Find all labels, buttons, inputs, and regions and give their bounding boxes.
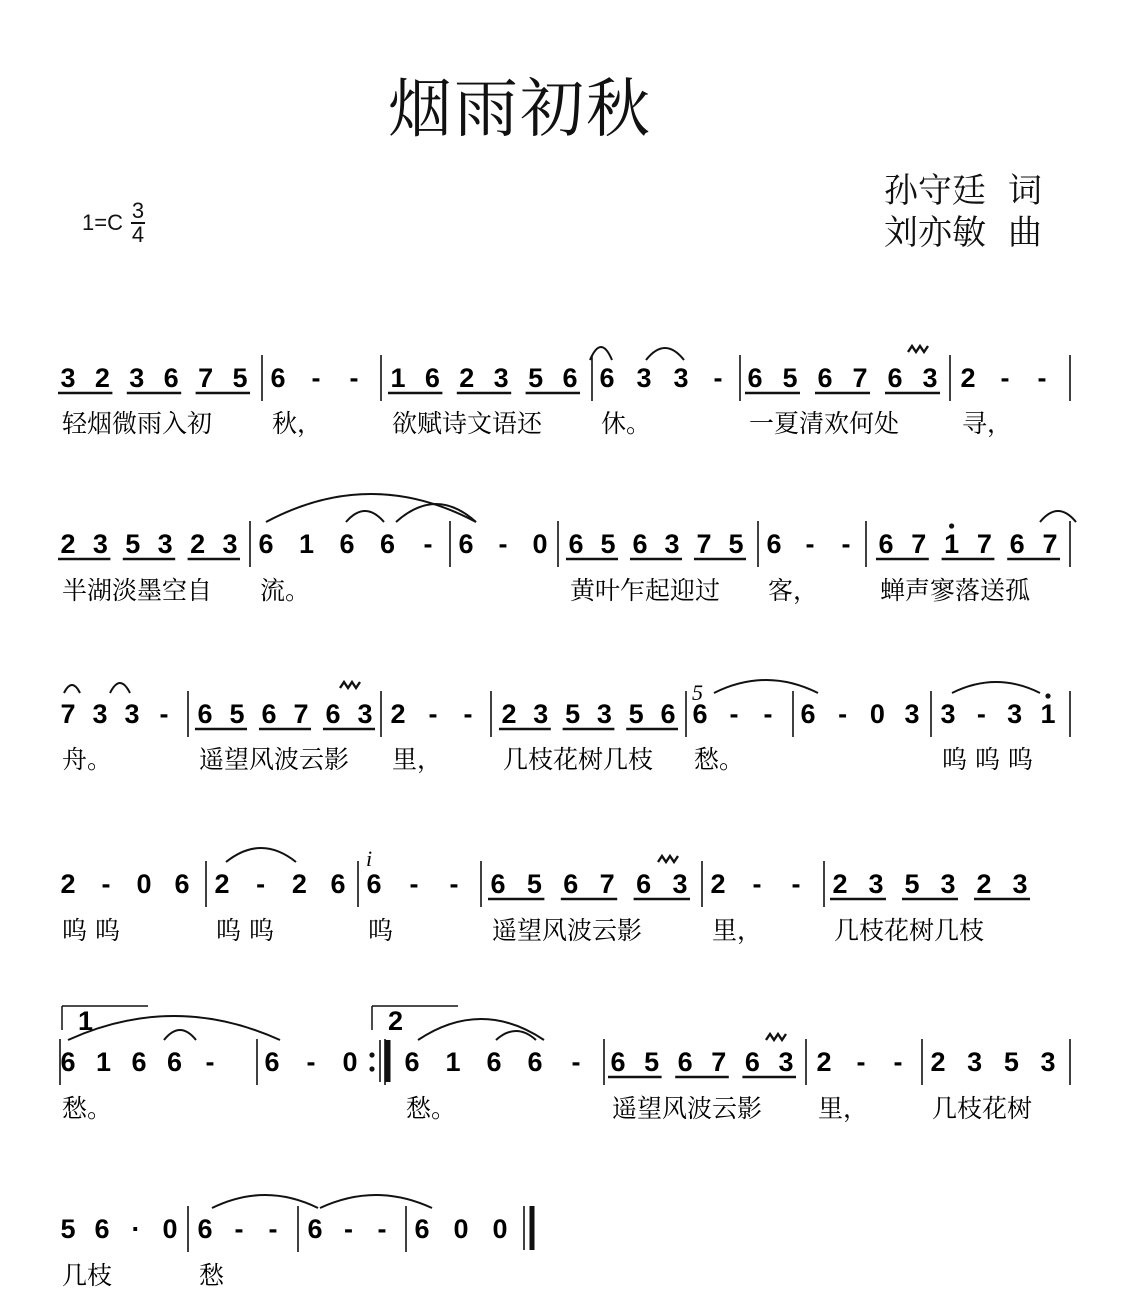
lyric-text: 几枝花树几枝 xyxy=(834,916,985,945)
note: 3 xyxy=(904,699,920,729)
note: 3 xyxy=(596,699,612,729)
lyric-text: 几枝 xyxy=(62,1261,113,1290)
note: - xyxy=(449,869,459,899)
mordent-mark xyxy=(340,682,360,688)
note: 2 xyxy=(960,363,976,393)
note: - xyxy=(729,699,739,729)
note: 5 xyxy=(526,869,542,899)
note: 6 xyxy=(490,869,506,899)
note: - xyxy=(713,363,723,393)
note: 0 xyxy=(162,1214,178,1244)
note: 5 xyxy=(904,869,920,899)
slur xyxy=(590,347,612,360)
note: - xyxy=(763,699,773,729)
lyricist-role: 词 xyxy=(1008,171,1042,211)
note: 6 xyxy=(330,869,346,899)
note: 6 xyxy=(486,1047,502,1077)
note: 6 xyxy=(599,363,615,393)
slur xyxy=(346,511,384,522)
note: 6 xyxy=(766,529,782,559)
note: 2 xyxy=(390,699,406,729)
note: 3 xyxy=(222,529,238,559)
note: 2 xyxy=(710,869,726,899)
lyric-text: 遥望风波云影 xyxy=(492,916,643,945)
note: 3 xyxy=(129,363,145,393)
note: 6 xyxy=(747,363,763,393)
note: 7 xyxy=(293,699,309,729)
slur xyxy=(110,683,130,693)
note: 5 xyxy=(232,363,248,393)
lyric-text: 寻， xyxy=(962,409,1013,438)
note: 6 xyxy=(563,869,579,899)
note: 6 xyxy=(366,869,382,899)
lyric-text: 遥望风波云影 xyxy=(199,745,350,774)
lyric-text: 几枝花树 xyxy=(932,1094,1033,1123)
note: 6 xyxy=(339,529,355,559)
lyric-text: 轻烟微雨入初 xyxy=(62,409,213,438)
lyric-text: 呜 呜 xyxy=(216,916,274,945)
note: 3 xyxy=(673,363,689,393)
mordent-mark xyxy=(658,856,678,862)
lyric-text: 秋， xyxy=(272,409,323,438)
note: 5 xyxy=(728,529,744,559)
note: 6 xyxy=(404,1047,420,1077)
lyric-text: 里， xyxy=(392,745,443,774)
note: 5 xyxy=(565,699,581,729)
note: 2 xyxy=(976,869,992,899)
note: 5 xyxy=(229,699,245,729)
note: 1 xyxy=(944,529,960,559)
note: - xyxy=(1000,363,1010,393)
note: 3 xyxy=(672,869,688,899)
time-signature-top: 3 xyxy=(131,198,145,223)
note: 6 xyxy=(887,363,903,393)
note: 3 xyxy=(922,363,938,393)
note: 7 xyxy=(911,529,927,559)
note: 6 xyxy=(610,1047,626,1077)
note: 7 xyxy=(599,869,615,899)
note: 2 xyxy=(60,529,76,559)
note: 2 xyxy=(94,363,110,393)
note: 2 xyxy=(459,363,475,393)
note: 2 xyxy=(60,869,76,899)
note: 6 xyxy=(258,529,274,559)
note: - xyxy=(791,869,801,899)
note: 0 xyxy=(532,529,548,559)
note: 7 xyxy=(711,1047,727,1077)
note: 2 xyxy=(291,869,307,899)
note: 6 xyxy=(692,699,708,729)
note: - xyxy=(159,699,169,729)
note: 3 xyxy=(124,699,140,729)
note: 6 xyxy=(1009,529,1025,559)
note: 3 xyxy=(533,699,549,729)
repeat-dot xyxy=(369,1066,374,1071)
note: 6 xyxy=(458,529,474,559)
slur xyxy=(212,1195,318,1208)
note: - xyxy=(306,1047,316,1077)
note: 6 xyxy=(660,699,676,729)
note: 3 xyxy=(940,869,956,899)
note: 1 xyxy=(445,1047,461,1077)
composer-role: 曲 xyxy=(1008,213,1042,253)
note: 3 xyxy=(60,363,76,393)
note: 6 xyxy=(744,1047,760,1077)
note: 1 xyxy=(1040,699,1056,729)
note: 5 xyxy=(1003,1047,1019,1077)
note: 0 xyxy=(492,1214,508,1244)
lyricist-name: 孙守廷 xyxy=(884,171,986,211)
note: 6 xyxy=(307,1214,323,1244)
note: 7 xyxy=(696,529,712,559)
note: 6 xyxy=(197,699,213,729)
volta-1-number: 1 xyxy=(78,1006,94,1036)
note: 3 xyxy=(778,1047,794,1077)
note: 3 xyxy=(1007,699,1023,729)
slur xyxy=(396,504,476,522)
lyric-text: 愁 xyxy=(199,1261,225,1290)
note: - xyxy=(377,1214,387,1244)
lyric-text: 呜 呜 呜 xyxy=(942,745,1033,774)
note: 3 xyxy=(664,529,680,559)
note: 6 xyxy=(60,1047,76,1077)
lyric-text: 愁。 xyxy=(406,1094,457,1123)
note: 6 xyxy=(197,1214,213,1244)
lyric-text: 呜 呜 xyxy=(62,916,120,945)
note: 3 xyxy=(493,363,509,393)
lyric-text: 休。 xyxy=(601,409,652,438)
slur xyxy=(418,1019,544,1040)
note: 3 xyxy=(157,529,173,559)
note: 1 xyxy=(390,363,406,393)
note: 3 xyxy=(357,699,373,729)
lyric-text: 舟。 xyxy=(62,745,113,774)
note: - xyxy=(1037,363,1047,393)
note: - xyxy=(256,869,266,899)
note: - xyxy=(205,1047,215,1077)
note: 3 xyxy=(967,1047,983,1077)
note: 3 xyxy=(636,363,652,393)
note: 7 xyxy=(976,529,992,559)
lyric-text: 欲赋诗文语还 xyxy=(392,409,543,438)
grace-note: i xyxy=(366,846,373,871)
note: - xyxy=(344,1214,353,1244)
lyric-text: 里， xyxy=(818,1094,869,1123)
note: 5 xyxy=(600,529,616,559)
lyric-text: 黄叶乍起迎过 xyxy=(570,576,721,605)
note: 5 xyxy=(644,1047,660,1077)
lyric-text: 半湖淡墨空自 xyxy=(62,576,213,605)
repeat-dot xyxy=(369,1052,374,1057)
note: 2 xyxy=(190,529,206,559)
note: 0 xyxy=(869,699,885,729)
note: - xyxy=(498,529,508,559)
lyric-text: 愁。 xyxy=(694,745,745,774)
grace-note: 5 xyxy=(692,680,703,705)
note: 3 xyxy=(92,529,108,559)
note: · xyxy=(131,1214,141,1244)
note: - xyxy=(571,1047,581,1077)
note: - xyxy=(311,363,321,393)
lyric-text: 流。 xyxy=(260,576,311,605)
note: 3 xyxy=(868,869,884,899)
note: 6 xyxy=(636,869,652,899)
slur xyxy=(952,682,1040,693)
note: - xyxy=(856,1047,866,1077)
note: 3 xyxy=(1040,1047,1056,1077)
note: 6 xyxy=(568,529,584,559)
slur xyxy=(68,1016,280,1040)
note: 2 xyxy=(214,869,230,899)
note: - xyxy=(349,363,359,393)
high-octave-dot xyxy=(1045,693,1050,698)
note: - xyxy=(976,699,986,729)
mordent-mark xyxy=(908,346,928,352)
note: 5 xyxy=(125,529,141,559)
note: 2 xyxy=(832,869,848,899)
mordent-mark xyxy=(766,1034,786,1040)
note: 3 xyxy=(92,699,108,729)
note: - xyxy=(268,1214,278,1244)
note: - xyxy=(805,529,815,559)
song-title: 烟雨初秋 xyxy=(388,73,652,147)
slur xyxy=(1040,511,1076,522)
note: 5 xyxy=(528,363,544,393)
slur xyxy=(266,494,476,522)
note: - xyxy=(838,699,848,729)
note: 3 xyxy=(940,699,956,729)
note: 6 xyxy=(325,699,341,729)
note: 6 xyxy=(562,363,578,393)
note: 6 xyxy=(527,1047,543,1077)
note: 6 xyxy=(166,1047,183,1077)
note: - xyxy=(428,699,438,729)
note: 6 xyxy=(800,699,816,729)
note: 6 xyxy=(264,1047,280,1077)
slur xyxy=(646,348,684,360)
note: 6 xyxy=(414,1214,430,1244)
note: 7 xyxy=(60,699,76,729)
volta-2-number: 2 xyxy=(388,1006,404,1036)
note: - xyxy=(234,1214,244,1244)
note: 0 xyxy=(136,869,152,899)
note: 2 xyxy=(816,1047,832,1077)
slur xyxy=(164,1030,196,1040)
note: 2 xyxy=(930,1047,946,1077)
note: - xyxy=(101,869,111,899)
note: - xyxy=(893,1047,903,1077)
lyric-text: 愁。 xyxy=(62,1094,113,1123)
note: 5 xyxy=(628,699,644,729)
note: 6 xyxy=(163,363,179,393)
note: 1 xyxy=(298,529,315,559)
slur xyxy=(714,680,818,693)
slur xyxy=(226,848,296,862)
note: 6 xyxy=(424,363,440,393)
note: 6 xyxy=(878,529,894,559)
note: - xyxy=(752,869,762,899)
note: 6 xyxy=(817,363,833,393)
lyric-text: 一夏清欢何处 xyxy=(749,409,900,438)
note: 6 xyxy=(261,699,277,729)
lyric-text: 蝉声寥落送孤 xyxy=(880,576,1031,605)
high-octave-dot xyxy=(949,523,954,528)
note: 6 xyxy=(174,869,190,899)
note: 2 xyxy=(501,699,517,729)
lyric-text: 几枝花树几枝 xyxy=(503,745,654,774)
note: - xyxy=(841,529,851,559)
note: 7 xyxy=(198,363,214,393)
note: - xyxy=(423,529,433,559)
lyric-text: 里， xyxy=(712,916,763,945)
note: 5 xyxy=(782,363,798,393)
note: 0 xyxy=(342,1047,358,1077)
note: - xyxy=(409,869,419,899)
note: 3 xyxy=(1012,869,1028,899)
note: 6 xyxy=(131,1047,147,1077)
note: 7 xyxy=(852,363,868,393)
note: 1 xyxy=(95,1047,112,1077)
note: 0 xyxy=(453,1214,469,1244)
composer-name: 刘亦敏 xyxy=(884,213,986,253)
note: - xyxy=(463,699,473,729)
note: 6 xyxy=(379,529,396,559)
note: 6 xyxy=(94,1214,110,1244)
note: 6 xyxy=(632,529,648,559)
note: 5 xyxy=(60,1214,76,1244)
lyric-text: 呜 xyxy=(368,916,394,945)
note: 7 xyxy=(1042,529,1058,559)
time-signature-bottom: 4 xyxy=(131,222,145,247)
slur xyxy=(64,685,80,693)
lyric-text: 客， xyxy=(768,576,819,605)
slur xyxy=(320,1195,432,1208)
note: 6 xyxy=(270,363,286,393)
lyric-text: 遥望风波云影 xyxy=(612,1094,763,1123)
note: 6 xyxy=(677,1047,693,1077)
key-label: 1=C xyxy=(82,210,123,235)
